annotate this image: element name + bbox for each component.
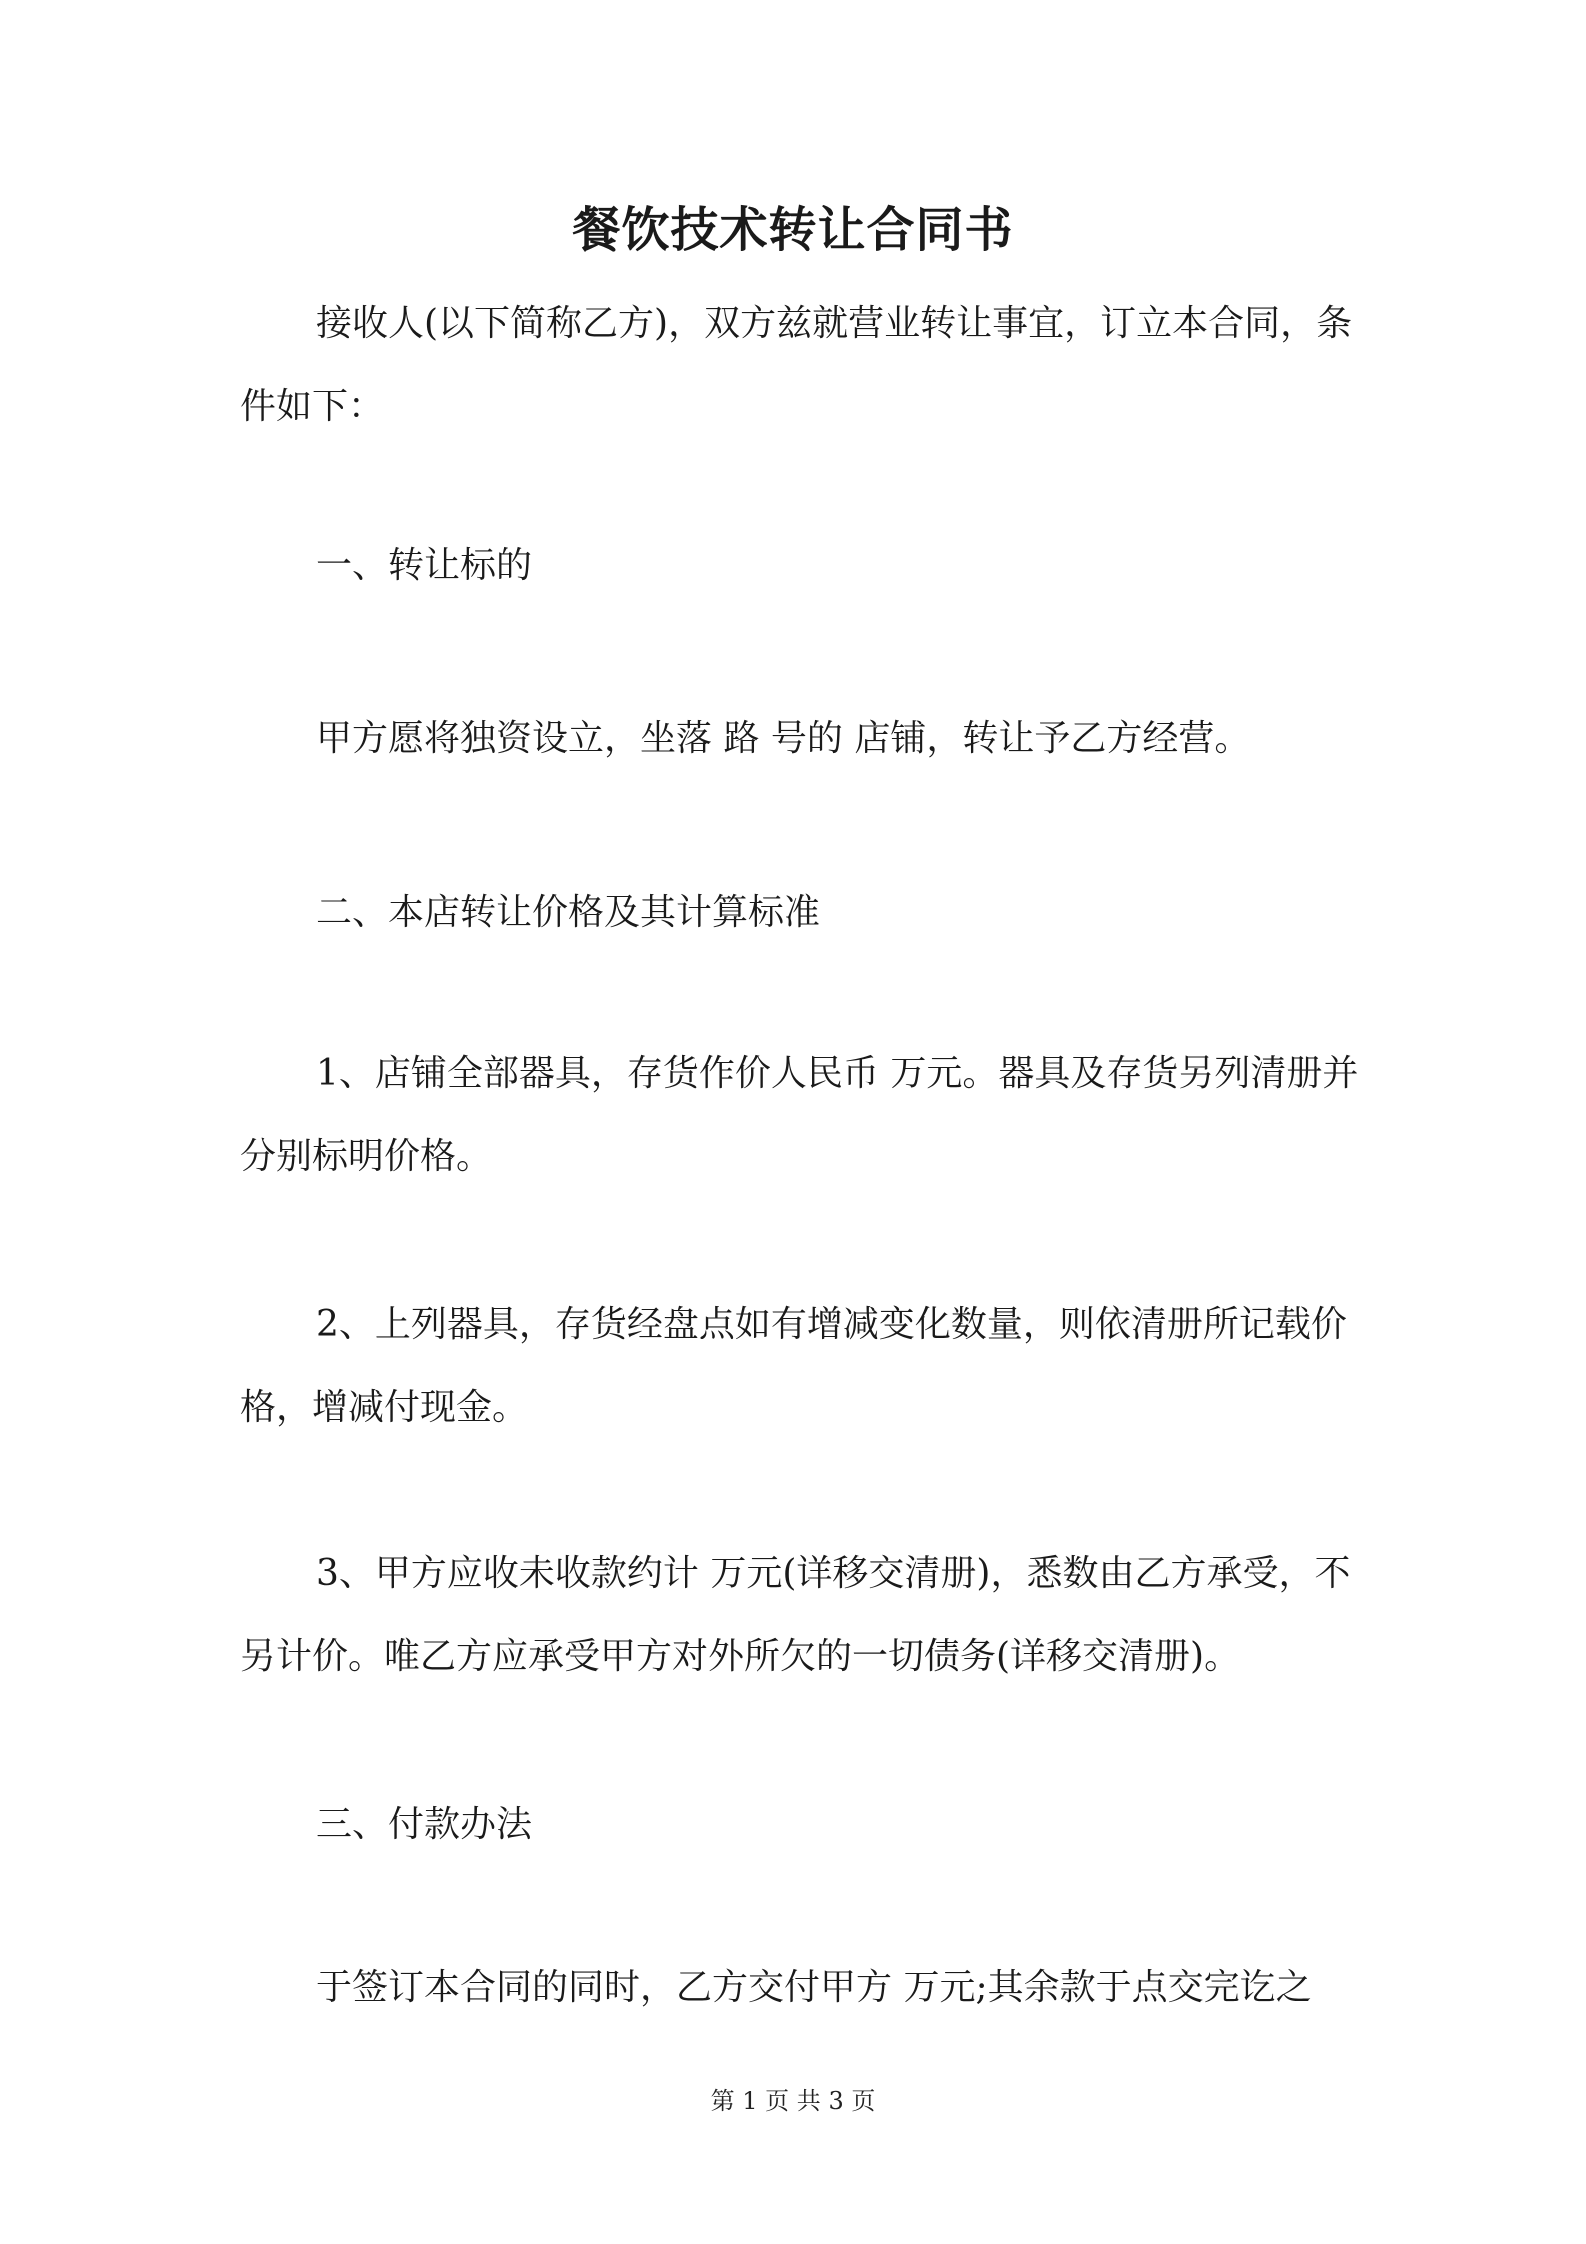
paragraph-payment: 于签订本合同的同时，乙方交付甲方 万元;其余款于点交完讫之: [316, 1967, 1312, 2008]
paragraph-intro: 接收人(以下简称乙方)，双方兹就营业转让事宜，订立本合同，条件如下：: [240, 303, 1353, 427]
paragraph-item-2: 2、上列器具，存货经盘点如有增减变化数量，则依清册所记载价格，增减付现金。: [240, 1304, 1347, 1428]
paragraph-item-1: 1、店铺全部器具，存货作价人民币 万元。器具及存货另列清册并分别标明价格。: [240, 1053, 1359, 1177]
paragraph-transfer-subject: 甲方愿将独资设立，坐落 路 号的 店铺，转让予乙方经营。: [316, 718, 1251, 759]
heading-section-2: 二、本店转让价格及其计算标准: [316, 892, 821, 933]
document-title: 餐饮技术转让合同书: [572, 202, 1014, 258]
paragraph-item-3: 3、甲方应收未收款约计 万元(详移交清册)，悉数由乙方承受，不另计价。唯乙方应承受甲方对外所欠的一切债务(详移交清册)。: [240, 1553, 1351, 1677]
heading-section-3: 三、付款办法: [316, 1804, 533, 1845]
heading-section-1: 一、转让标的: [316, 545, 533, 586]
page-footer: 第 1 页 共 3 页: [710, 2087, 876, 2115]
